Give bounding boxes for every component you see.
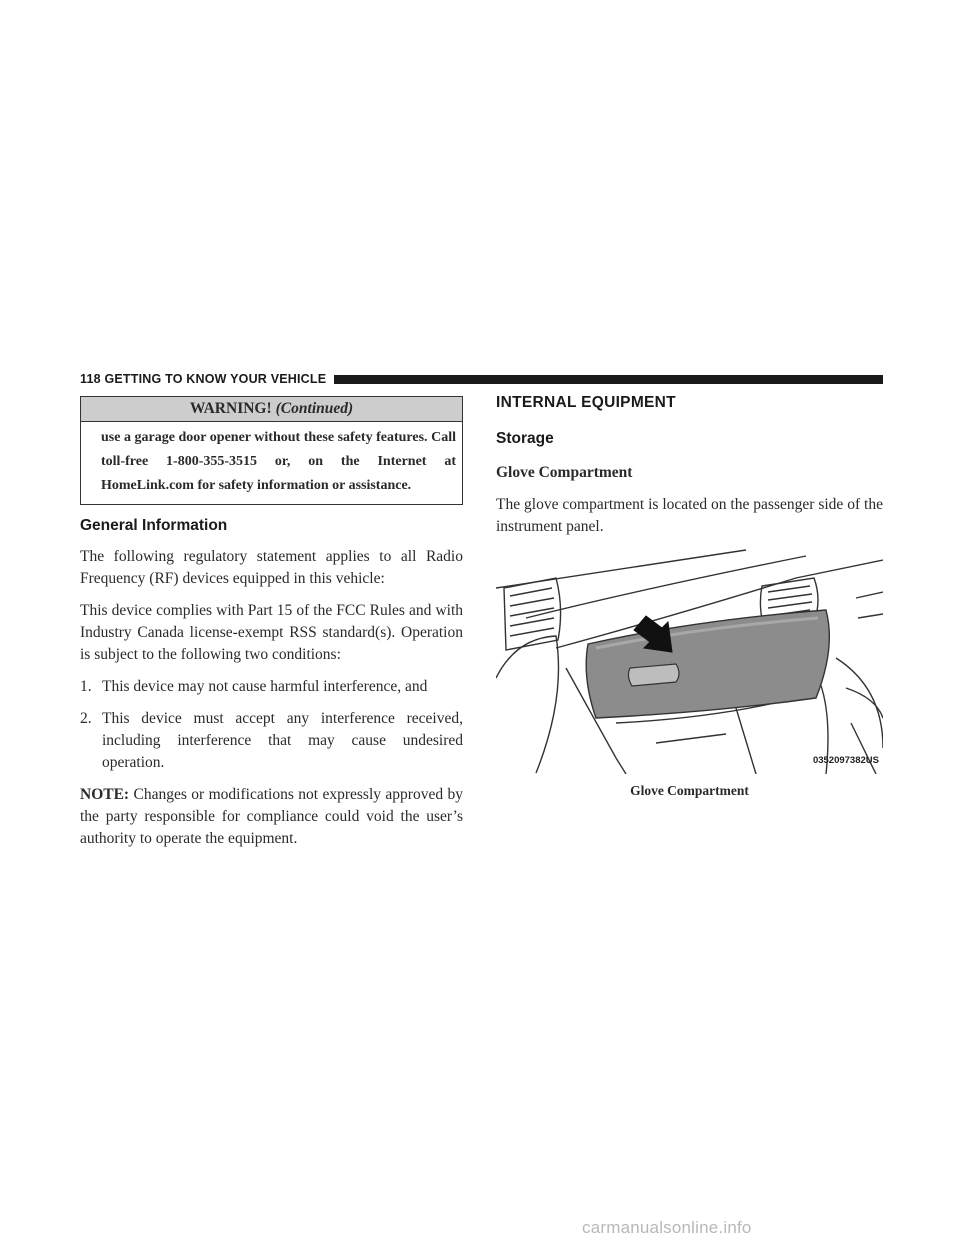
figure-caption: Glove Compartment bbox=[630, 783, 749, 798]
warning-body: use a garage door opener without these safety features. Call toll-free 1-800-355-3515 or, on the Internet at HomeLink.com for safety information or assistance. bbox=[101, 430, 456, 493]
page-header bbox=[80, 371, 883, 387]
header-rule bbox=[334, 375, 883, 384]
glove-compartment-illustration bbox=[496, 548, 883, 774]
warning-title bbox=[81, 397, 462, 422]
left-column bbox=[80, 396, 463, 860]
warning-continued: (Continued) bbox=[275, 400, 354, 417]
warning-box bbox=[80, 396, 463, 505]
right-column bbox=[496, 392, 883, 802]
regulatory-paragraph: The following regulatory statement applies to all Radio Frequency (RF) devices equipped in this vehicle: bbox=[80, 548, 463, 587]
note-label: NOTE: bbox=[80, 786, 130, 803]
fcc-paragraph: This device complies with Part 15 of the FCC Rules and with Industry Canada license-exempt RSS standard(s). Operation is subject to the following two conditions: bbox=[80, 602, 463, 663]
condition-text: This device must accept any interference received, including interference that may cause undesired operation. bbox=[102, 710, 463, 771]
note-text: Changes or modifications not expressly approved by the party responsible for compliance could void the user’s authority to operate the equipment. bbox=[80, 786, 464, 847]
page-number: 118 bbox=[80, 372, 101, 386]
condition-text: This device may not cause harmful interference, and bbox=[102, 678, 428, 695]
figure-code: 0352097382US bbox=[812, 755, 879, 766]
general-information-heading: General Information bbox=[80, 517, 228, 534]
internal-equipment-heading: INTERNAL EQUIPMENT bbox=[496, 394, 676, 411]
section-title: GETTING TO KNOW YOUR VEHICLE bbox=[104, 372, 327, 386]
note-paragraph bbox=[80, 784, 463, 850]
storage-heading: Storage bbox=[496, 430, 554, 447]
condition-item-2 bbox=[80, 708, 463, 774]
condition-item-1 bbox=[80, 676, 463, 698]
warning-label: WARNING! bbox=[189, 400, 272, 417]
watermark: carmanualsonline.info bbox=[582, 1218, 752, 1237]
condition-number: 1. bbox=[80, 678, 92, 695]
glove-compartment-figure bbox=[496, 548, 883, 774]
glove-compartment-text: The glove compartment is located on the passenger side of the instrument panel. bbox=[496, 496, 883, 535]
glove-compartment-heading: Glove Compartment bbox=[496, 464, 633, 481]
condition-number: 2. bbox=[80, 710, 92, 727]
header-text bbox=[80, 372, 334, 386]
